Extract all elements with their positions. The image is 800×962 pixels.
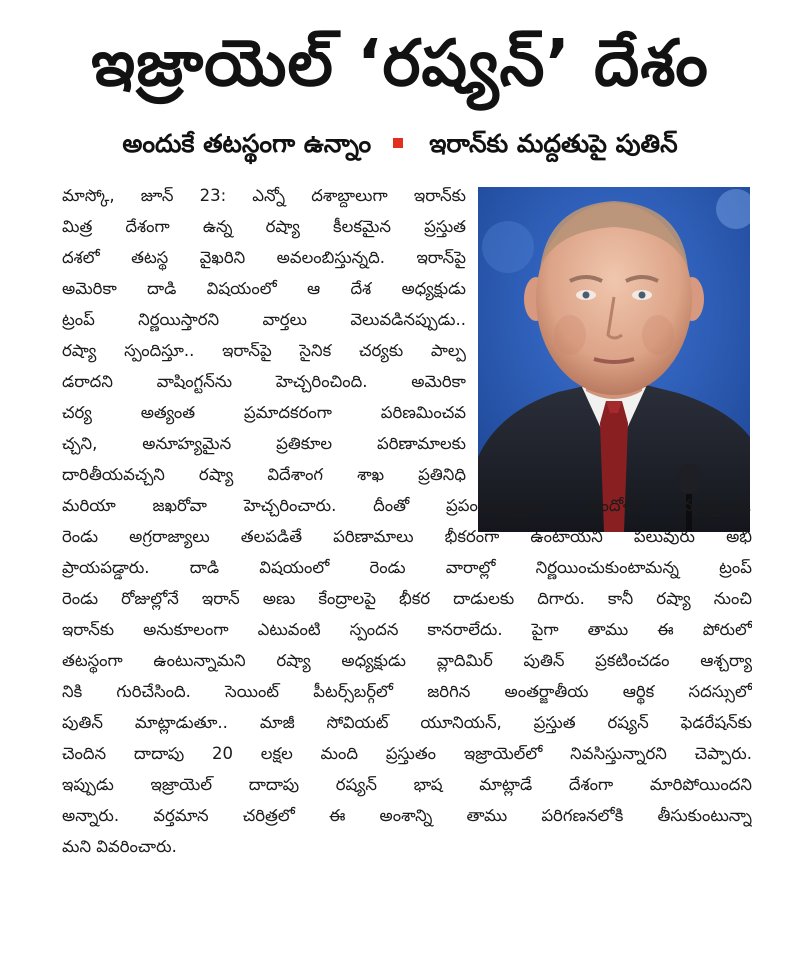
body-line: చర్య అత్యంత ప్రమాదకరంగా పరిణమించవ xyxy=(62,403,466,422)
body-line: ప్రాయపడ్డారు. దాడి విషయంలో రెండు వారాల్లో నిర్ణయించుకుంటామన్న ట్రంప్ xyxy=(62,558,752,577)
body-line: ఇప్పుడు ఇజ్రాయెల్ దాదాపు రష్యన్ భాష మాట్లాడే దేశంగా మారిపోయిందని xyxy=(62,775,752,794)
subheadline-right: ఇరాన్‌కు మద్దతుపై పుతిన్ xyxy=(429,129,678,158)
body-line: ట్రంప్ నిర్ణయిస్తారని వార్తలు వెలువడినప్పుడు.. xyxy=(62,310,466,329)
article-body xyxy=(62,180,752,862)
red-square-separator-icon xyxy=(393,138,403,148)
body-line: ఇరాన్‌కు అనుకూలంగా ఎటువంటి స్పందన కానరాలేదు. పైగా తాము ఈ పోరులో xyxy=(62,620,752,639)
body-line: దశలో తటస్థ వైఖరిని అవలంబిస్తున్నది. ఇరాన్‌పై xyxy=(62,248,466,267)
body-line: మరియా జఖరోవా హెచ్చరించారు. దీంతో ప్రపంచవ్యాప్తంగా ఆందోళన వ్యక్తమైంది. xyxy=(62,496,752,515)
body-line: మిత్ర దేశంగా ఉన్న రష్యా కీలకమైన ప్రస్తుత xyxy=(62,217,466,236)
headline: ఇజ్రాయెల్ ‘రష్యన్’ దేశం xyxy=(91,27,709,101)
body-line: డరాదని వాషింగ్టన్‌ను హెచ్చరించింది. అమెరికా xyxy=(62,372,466,391)
body-line: తటస్థంగా ఉంటున్నామని రష్యా అధ్యక్షుడు వ్లాదిమిర్ పుతిన్ ప్రకటించడం ఆశ్చర్యా xyxy=(62,651,752,670)
body-line: మని వివరించారు. xyxy=(62,837,177,856)
body-line: అమెరికా దాడి విషయంలో ఆ దేశ అధ్యక్షుడు xyxy=(62,279,466,298)
body-line: అన్నారు. వర్తమాన చరిత్రలో ఈ అంశాన్ని తాము పరిగణనలోకి తీసుకుంటున్నా xyxy=(62,806,752,825)
body-line: రష్యా స్పందిస్తూ.. ఇరాన్‌పై సైనిక చర్యకు పాల్ప xyxy=(62,341,466,360)
body-line: చెందిన దాదాపు 20 లక్షల మంది ప్రస్తుతం ఇజ్రాయెల్‌లో నివసిస్తున్నారని చెప్పారు. xyxy=(62,744,752,763)
body-line: మాస్కో, జూన్ 23: ఎన్నో దశాబ్దాలుగా ఇరాన్‌కు xyxy=(62,186,466,205)
body-line: రెండు అగ్రరాజ్యాలు తలపడితే పరిణామాలు భీకరంగా ఉంటాయని పలువురు అభి xyxy=(62,527,752,546)
body-line: దారితీయవచ్చని రష్యా విదేశాంగ శాఖ ప్రతినిధి xyxy=(62,465,466,484)
subheadline-left: అందుకే తటస్థంగా ఉన్నాం xyxy=(122,129,372,158)
body-line: రెండు రోజుల్లోనే ఇరాన్ అణు కేంద్రాలపై భీకర దాడులకు దిగారు. కానీ రష్యా నుంచి xyxy=(62,589,752,608)
subheadline xyxy=(0,122,800,166)
body-line: పుతిన్ మాట్లాడుతూ.. మాజీ సోవియట్ యూనియన్, ప్రస్తుత రష్యన్ ఫెడరేషన్‌కు xyxy=(62,713,752,732)
body-line: నికి గురిచేసింది. సెయింట్ పీటర్స్‌బర్గ్‌లో జరిగిన అంతర్జాతీయ ఆర్థిక సదస్సులో xyxy=(62,682,752,701)
body-line: చ్చని, అనూహ్యమైన ప్రతికూల పరిణామాలకు xyxy=(62,434,466,453)
